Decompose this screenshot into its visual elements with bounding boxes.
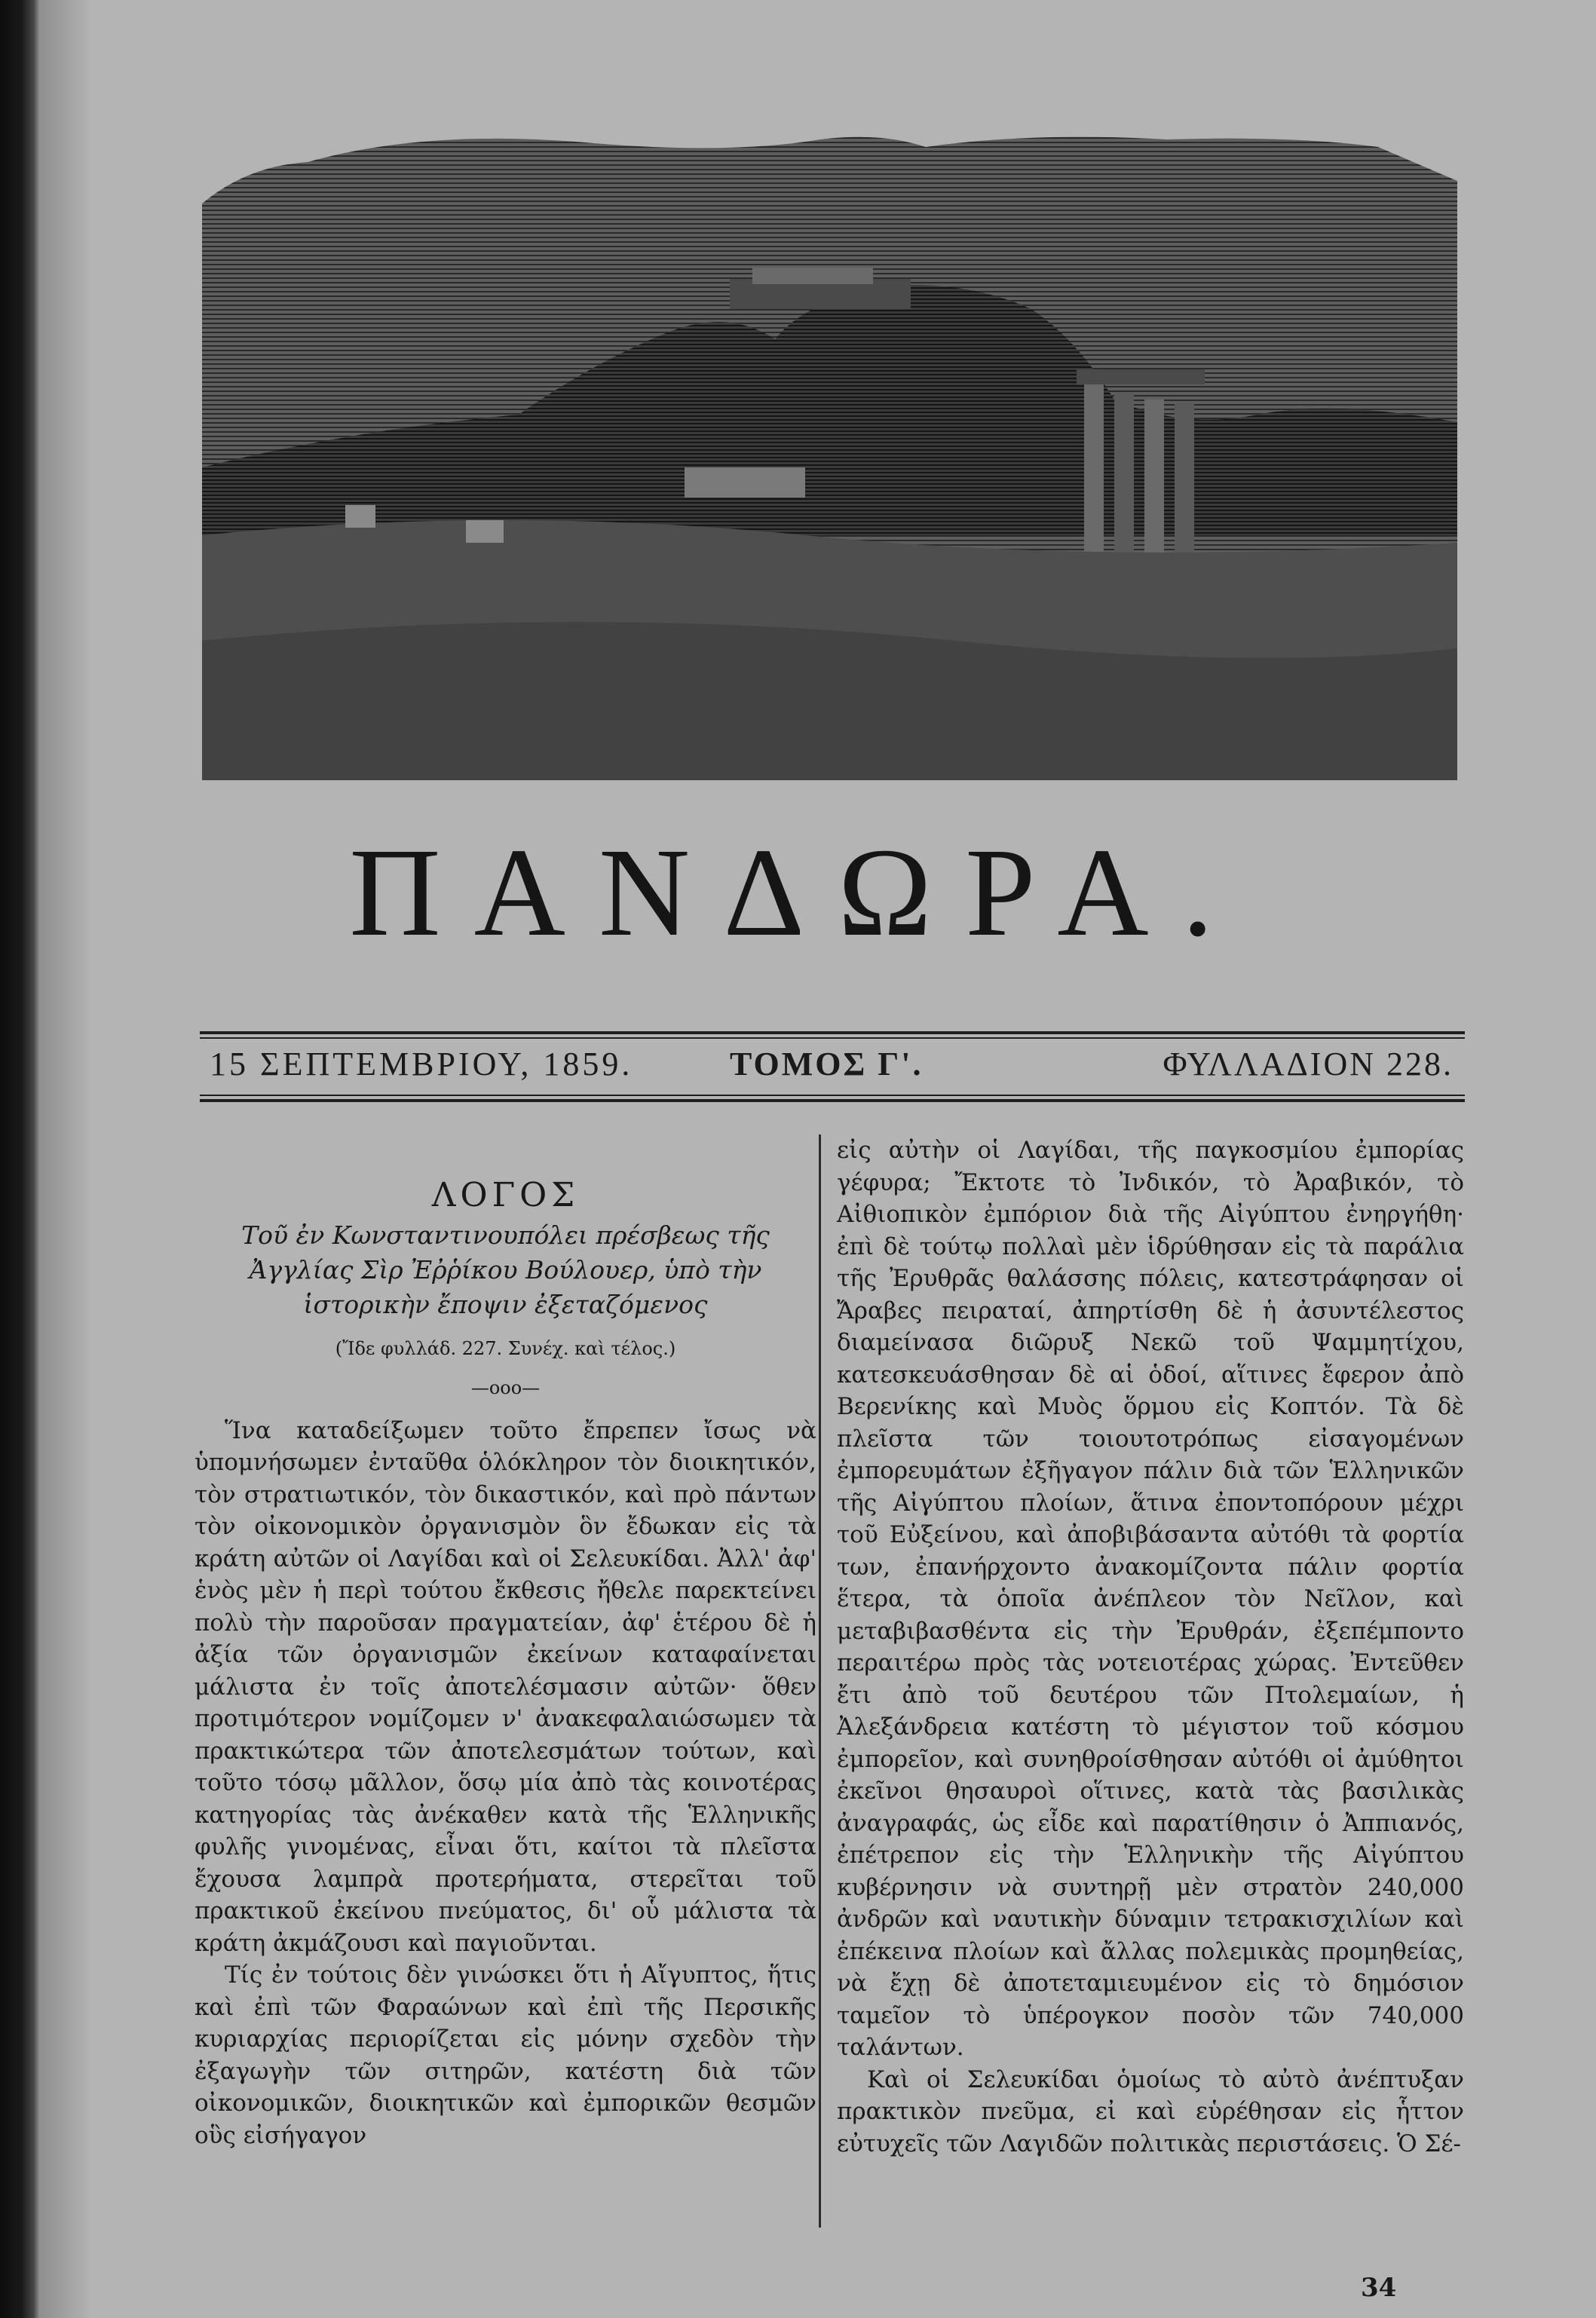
masthead-title: ΠΑΝΔΩΡΑ. <box>349 822 1247 963</box>
page-gutter-shadow <box>39 0 92 2318</box>
bottom-rule <box>200 1099 1465 1102</box>
top-rule <box>200 1031 1465 1034</box>
issue-sheet-number: ΦΥΛΛΑΔΙΟΝ 228. <box>1163 1046 1454 1082</box>
paragraph: Καὶ οἱ Σελευκίδαι ὁμοίως τὸ αὐτὸ ἀνέπτυξαν πρακτικὸν πνεῦμα, εἰ καὶ εὑρέθησαν εἰς ἧττον εὐτυχεῖς τῶν Λαγιδῶν πολιτικὰς περιστάσεις. Ὁ Σέ- <box>837 2065 1464 2157</box>
right-column <box>837 1135 1464 2160</box>
issue-volume: ΤΟΜΟΣ Γ'. <box>730 1046 924 1082</box>
column-divider <box>819 1135 821 2228</box>
issue-info <box>210 1045 1454 1090</box>
binding-spine <box>0 0 39 2318</box>
top-rule-thin <box>200 1037 1465 1039</box>
paragraph: Ἵνα καταδείξωμεν τοῦτο ἔπρεπεν ἴσως νὰ ὑπομνήσωμεν ἐνταῦθα ὁλόκληρον τὸν διοικητικόν, τὸν στρατιωτικόν, τὸν δικαστικόν, καὶ πρὸ πάντων τὸν οἰκονομικὸν ὀργανισμὸν ὃν ἔδωκαν εἰς τὰ κράτη αὐτῶν οἱ Λαγίδαι καὶ οἱ Σελευκίδαι. Ἀλλ' ἀφ' ἑνὸς μὲν ἡ περὶ τούτου ἔκθεσις ἤθελε παρεκτείνει πολὺ τὴν παροῦσαν πραγματείαν, ἀφ' ἑτέρου δὲ ἡ ἀξία τῶν ὀργανισμῶν ἐκείνων καταφαίνεται μάλιστα ἐν τοῖς ἀποτελέσμασιν αὐτῶν· ὅθεν προτιμότερον νομίζομεν ν' ἀνακεφαλαιώσωμεν τὰ πρακτικώτερα τῶν ἀποτελεσμάτων τούτων, καὶ τοῦτο τόσῳ μᾶλλον, ὅσῳ μία ἀπὸ τὰς κοινοτέρας κατηγορίας τὰς ἀνέκαθεν κατὰ τῆς Ἑλληνικῆς φυλῆς γινομένας, εἶναι ὅτι, καίτοι τὰ πλεῖστα ἔχουσα λαμπρὰ προτερήματα, στερεῖται τοῦ πρακτικοῦ ἐκείνου πνεύματος, δι' οὗ μάλιστα τὰ κράτη ἀκμάζουσι καὶ παγιοῦνται. <box>195 1416 816 1957</box>
page-number: 34 <box>1361 2273 1397 2303</box>
article-reference: (Ἴδε φυλλάδ. 227. Συνέχ. καὶ τέλος.) <box>335 1337 676 1359</box>
bottom-rule-thin <box>200 1095 1465 1096</box>
issue-date: 15 ΣΕΠΤΕΜΒΡΙΟΥ, 1859. <box>210 1046 633 1082</box>
article-separator: —ooo— <box>470 1377 541 1398</box>
article-subtitle: Τοῦ ἐν Κωνσταντινουπόλει πρέσβεως τῆς Ἀγγλίας Σὶρ Ἐῤῥίκου Βούλουερ, ὑπὸ τὴν ἱστορικὴν ἔποψιν ἐξεταζόμενος <box>241 1220 770 1319</box>
paragraph: Τίς ἐν τούτοις δὲν γινώσκει ὅτι ἡ Αἴγυπτος, ἥτις καὶ ἐπὶ τῶν Φαραώνων καὶ ἐπὶ τῆς Περσικῆς κυριαρχίας περιορίζεται εἰς μόνην σχεδὸν τὴν ἐξαγωγὴν τῶν σιτηρῶν, κατέστη διὰ τῶν οἰκονομικῶν, διοικητικῶν καὶ ἐμπορικῶν θεσμῶν οὓς εἰσήγαγον <box>195 1961 816 2149</box>
acropolis-engraving <box>202 113 1457 780</box>
article-title: ΛΟΓΟΣ <box>431 1176 580 1214</box>
left-column <box>195 1135 816 2151</box>
paragraph: εἰς αὐτὴν οἱ Λαγίδαι, τῆς παγκοσμίου ἐμπορίας γέφυρα; Ἔκτοτε τὸ Ἰνδικόν, τὸ Ἀραβικόν, τὸ Αἰθιοπικὸν ἐμπόριον διὰ τῆς Αἰγύπτου ἐνηργήθη· ἐπὶ δὲ τούτῳ πολλαὶ μὲν ἱδρύθησαν εἰς τὰ παράλια τῆς Ἐρυθρᾶς θαλάσσης πόλεις, κατεστράφησαν οἱ Ἄραβες πειραταί, ἀπηρτίσθη δὲ ἡ ἀσυντέλεστος διαμείνασα διῶρυξ Νεκῶ τοῦ Ψαμμητίχου, κατεσκευάσθησαν δὲ αἱ ὁδοί, αἵτινες ἔφερον ἀπὸ Βερενίκης καὶ Μυὸς ὅρμου εἰς Κοπτόν. Τὰ δὲ πλεῖστα τῶν τοιουτοτρόπως εἰσαγομένων ἐμπορευμάτων ἐξῆγαγον πάλιν διὰ τῶν Ἑλληνικῶν τῆς Αἰγύπτου πλοίων, ἅτινα ἐποντοπόρουν μέχρι τοῦ Εὐξείνου, καὶ ἀποβιβάσαντα αὐτόθι τὰ φορτία των, ἐπανήρχοντο ἀνακομίζοντα πάλιν φορτία ἕτερα, τὰ ὁποῖα ἀνέπλεον τὸν Νεῖλον, καὶ μεταβιβασθέντα εἰς τὴν Ἐρυθράν, ἐξεπέμποντο περαιτέρω πρὸς τὰς νοτειοτέρας χώρας. Ἐντεῦθεν ἔτι ἀπὸ τοῦ δευτέρου τῶν Πτολεμαίων, ἡ Ἀλεξάνδρεια κατέστη τὸ μέγιστον τοῦ κόσμου ἐμπορεῖον, καὶ συνηθροίσθησαν αὐτόθι οἱ ἀμύθητοι ἐκεῖνοι θησαυροὶ οἵτινες, κατὰ τὰς βασιλικὰς ἀναγραφάς, ὡς εἶδε καὶ παρατίθησιν ὁ Ἀππιανός, ἐπέτρεπον εἰς τὴν Ἑλληνικὴν τῆς Αἰγύπτου κυβέρνησιν νὰ συντηρῇ μὲν στρατὸν 240,000 ἀνδρῶν καὶ ναυτικὴν δύναμιν τετρακισχιλίων καὶ ἐπέκεινα πλοίων καὶ ἄλλας πολεμικὰς προμηθείας, νὰ ἔχῃ δὲ ἀποτεταμιευμένον εἰς τὸ δημόσιον ταμεῖον τὸ ὑπέρογκον ποσὸν τῶν 740,000 ταλάντων. <box>837 1137 1464 2061</box>
